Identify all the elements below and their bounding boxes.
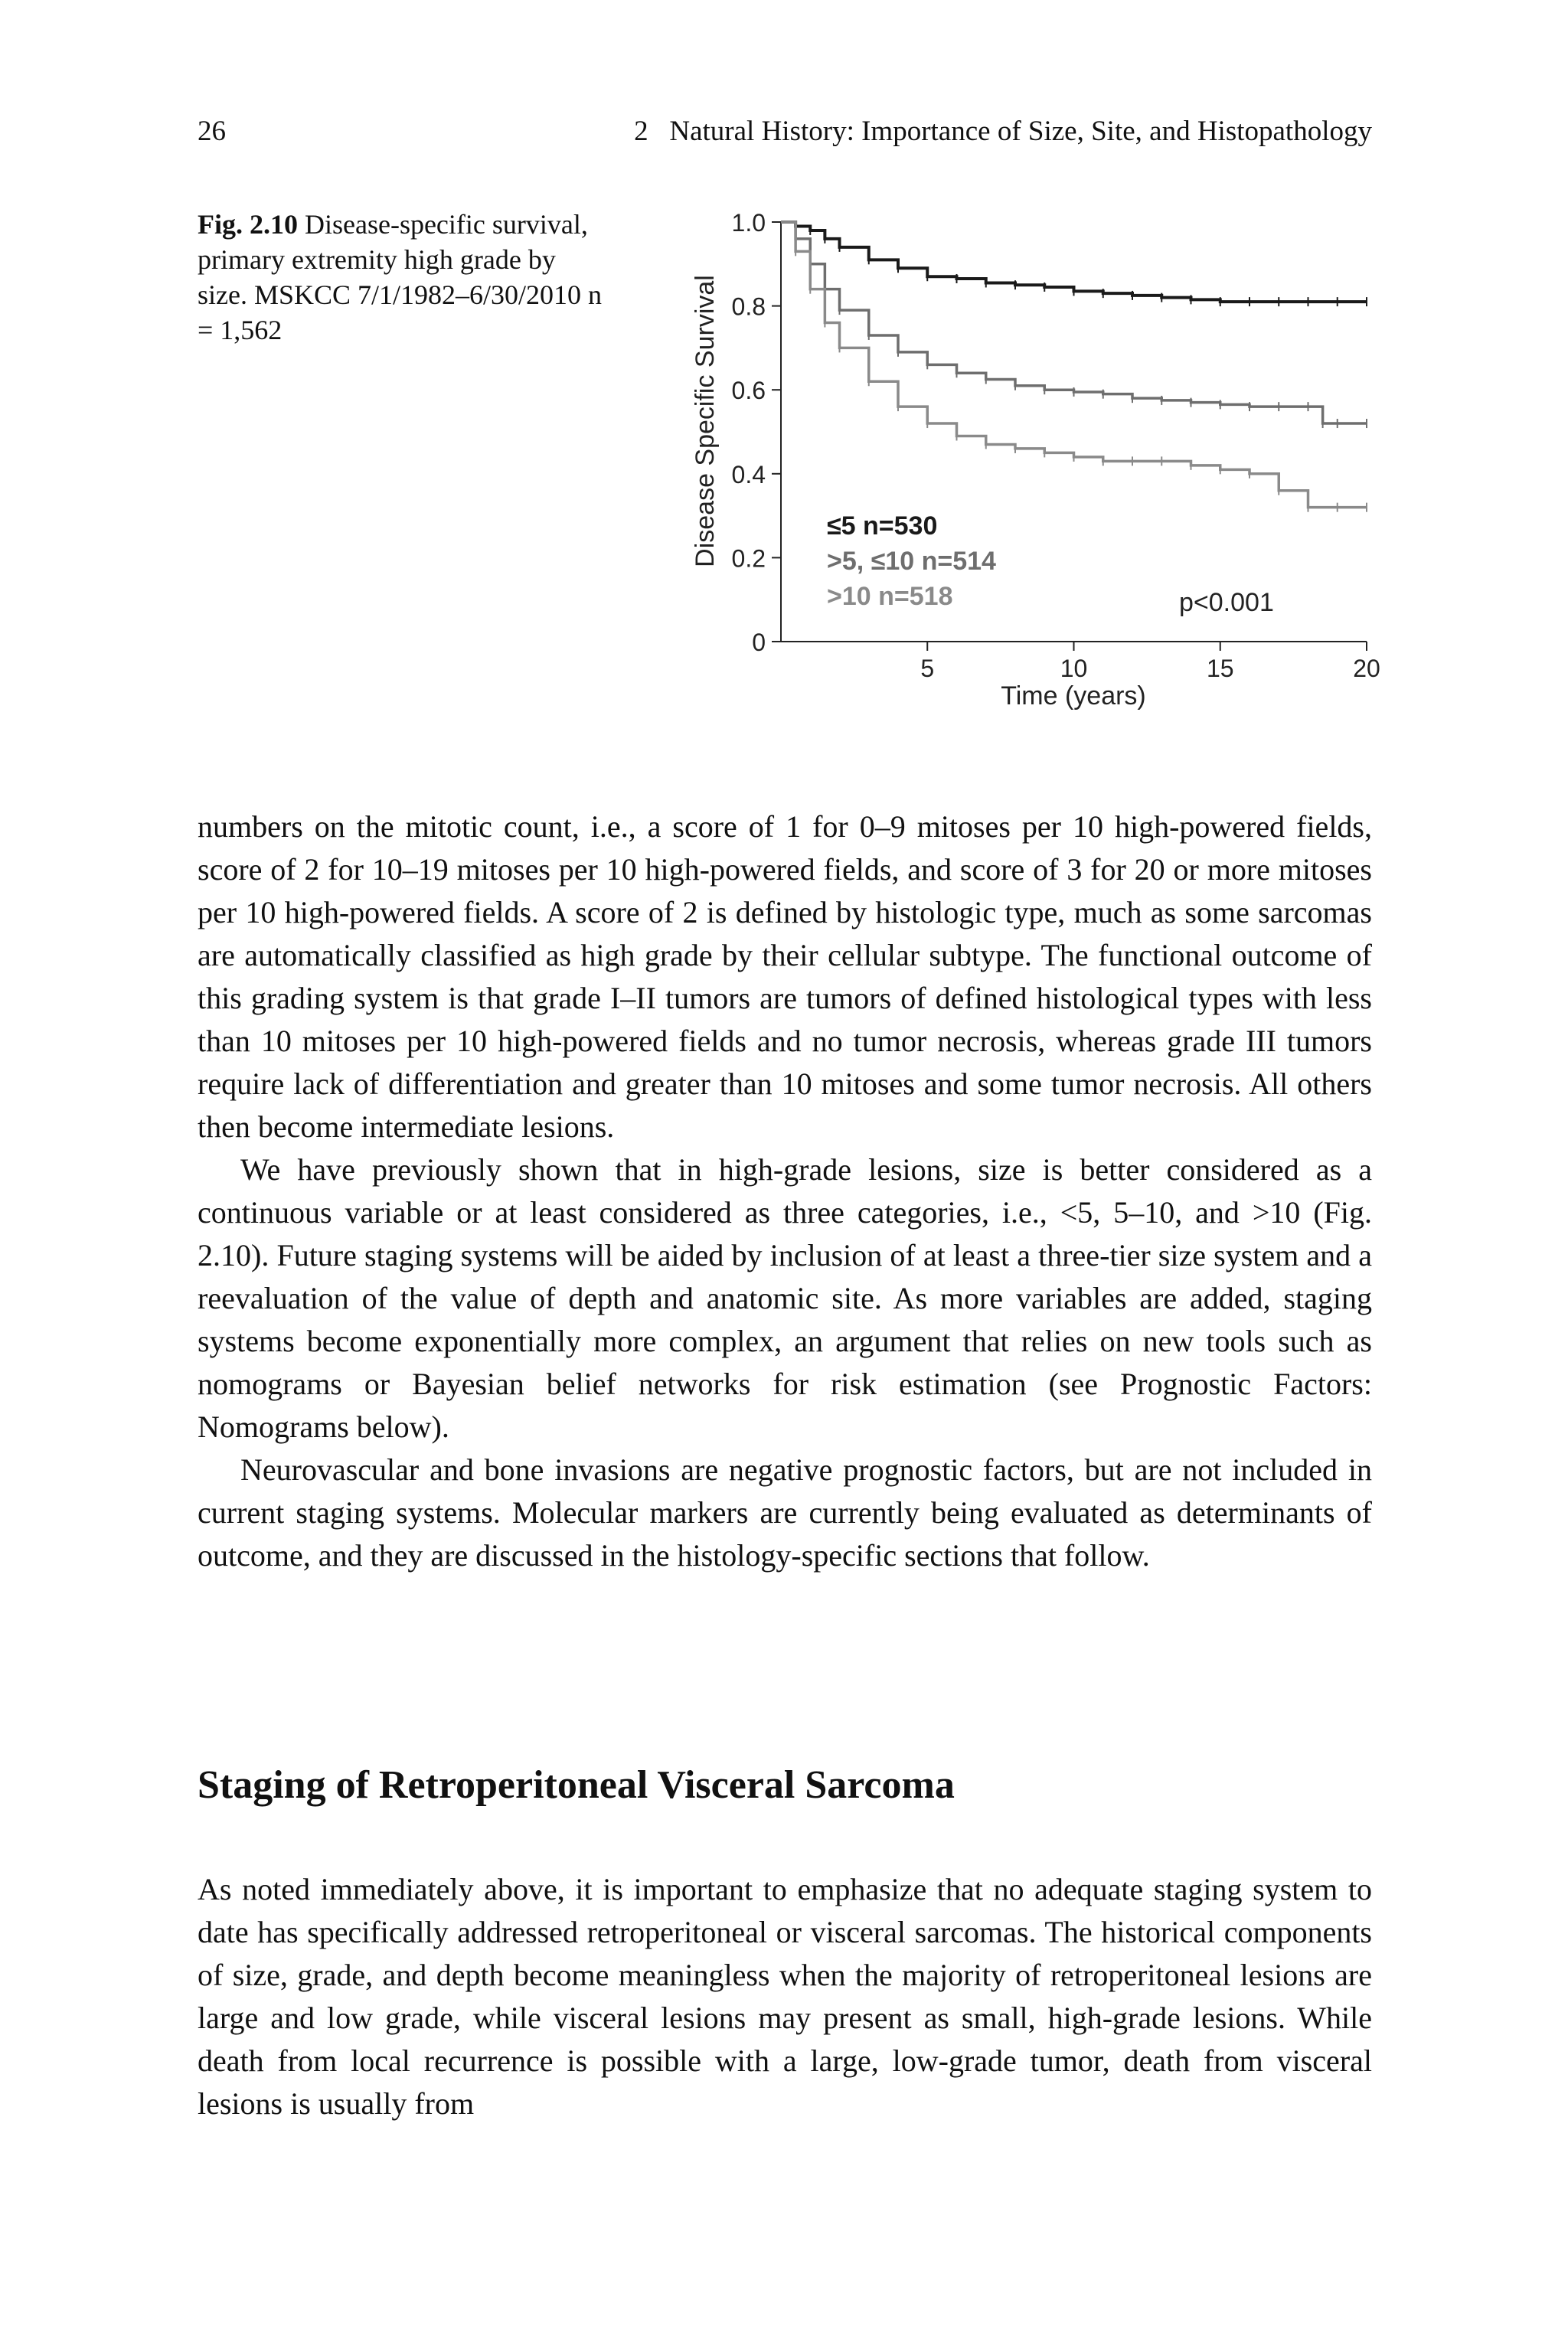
legend-entry: >10 n=518 xyxy=(827,582,953,611)
legend-entry: ≤5 n=530 xyxy=(827,511,938,541)
y-axis-label: Disease Specific Survival xyxy=(691,275,720,567)
p-value-annotation: p<0.001 xyxy=(1179,588,1274,617)
paragraph: numbers on the mitotic count, i.e., a score of 1 for 0–9 mitoses per 10 high-powered fields, score of 2 for 10–19 mitoses per 10 high-powered fields, and score of 3 for 20 or more mitoses per 10 high-powered fields. A score of 2 is defined by histologic type, much as some sarcomas are automatically classified as high grade by their cellular subtype. The functional outcome of this grading system is that grade I–II tumors are tumors of defined histological types with less than 10 mitoses per 10 high-powered fields and no tumor necrosis, whereas grade III tumors require lack of differentiation and greater than 10 mitoses and some tumor necrosis. All others then become intermediate lesions. xyxy=(198,809,1372,1144)
y-tick-label: 0.4 xyxy=(731,460,766,488)
section-heading: Staging of Retroperitoneal Visceral Sarcoma xyxy=(198,1763,955,1807)
x-tick-label: 20 xyxy=(1353,655,1380,682)
chart-axes xyxy=(732,209,1380,682)
figure-caption-text: Disease-specific survival, primary extremity high grade by size. MSKCC 7/1/1982–6/30/2010 n = 1,562 xyxy=(198,209,603,345)
x-tick-label: 15 xyxy=(1206,655,1234,682)
series-line xyxy=(781,222,1367,508)
y-tick-label: 0.6 xyxy=(731,377,766,405)
body-text-bottom xyxy=(198,1868,1372,2125)
y-tick-label: 1.0 xyxy=(731,209,766,237)
running-header xyxy=(198,115,1372,158)
chart-series xyxy=(781,221,1367,511)
y-tick-label: 0 xyxy=(752,629,766,656)
chart-legend xyxy=(827,511,996,611)
page-number: 26 xyxy=(198,116,226,147)
body-text-top xyxy=(198,805,1372,1577)
figure-caption xyxy=(198,207,611,348)
y-tick-label: 0.8 xyxy=(731,292,766,321)
survival-chart-svg xyxy=(674,199,1409,735)
y-tick-label: 0.2 xyxy=(731,544,766,573)
x-tick-label: 5 xyxy=(920,655,935,682)
legend-entry: >5, ≤10 n=514 xyxy=(827,547,996,576)
figure-label: Fig. 2.10 xyxy=(198,209,298,240)
paragraph: Neurovascular and bone invasions are negative prognostic factors, but are not included in current staging systems. Molecular markers are currently being evaluated as determinants of outcome, and they are discussed in the histology-specific sections that follow. xyxy=(198,1452,1372,1573)
paragraph: We have previously shown that in high-grade lesions, size is better considered as a continuous variable or at least considered as three categories, i.e., <5, 5–10, and >10 (Fig. 2.10). Future staging systems will be aided by inclusion of at least a three-tier size system and a reevaluation of the value of depth and anatomic site. As more variables are added, staging systems become exponentially more complex, an argument that relies on new tools such as nomograms or Bayesian belief networks for risk estimation (see Prognostic Factors: Nomograms below). xyxy=(198,1152,1372,1444)
x-tick-label: 10 xyxy=(1060,655,1088,682)
survival-chart xyxy=(674,199,1409,735)
running-title: 2 Natural History: Importance of Size, Site, and Histopathology xyxy=(634,116,1372,147)
x-axis-label: Time (years) xyxy=(1001,681,1146,710)
paragraph: As noted immediately above, it is important to emphasize that no adequate staging system to date has specifically addressed retroperitoneal or visceral sarcomas. The historical components of size, grade, and depth become meaningless when the majority of retroperitoneal lesions are large and low grade, while visceral lesions may present as small, high-grade lesions. While death from local recurrence is possible with a large, low-grade tumor, death from visceral lesions is usually from xyxy=(198,1872,1372,2121)
